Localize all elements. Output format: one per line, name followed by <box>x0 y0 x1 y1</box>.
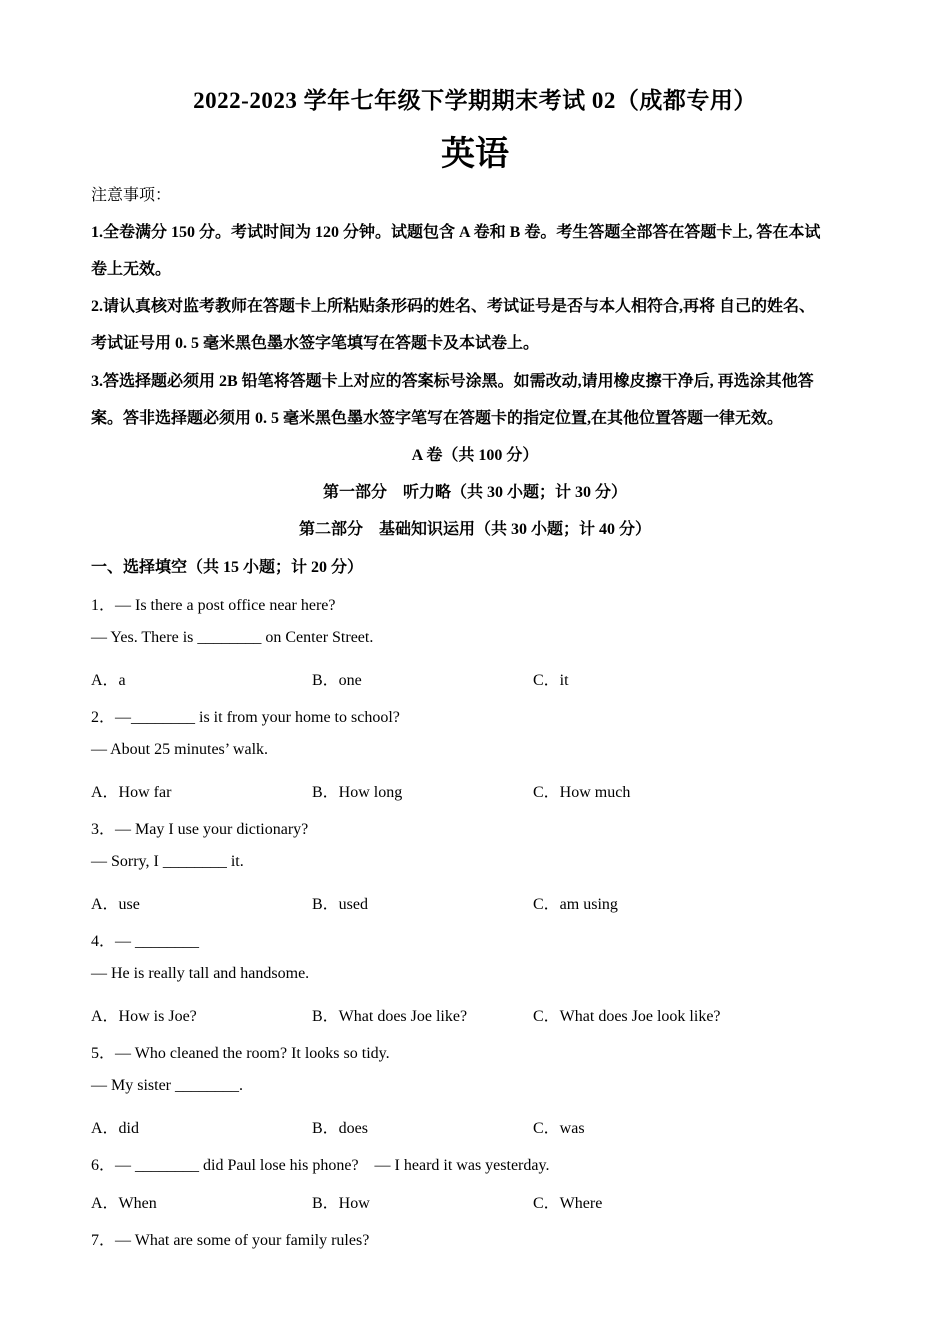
question-3-prompt: 3．— May I use your dictionary? <box>91 821 309 838</box>
question-4-option-a: A．How is Joe? <box>91 1008 197 1025</box>
question-4-option-b: B．What does Joe like? <box>312 1008 468 1025</box>
note-1-line-1: 1.全卷满分 150 分。考试时间为 120 分钟。试题包含 A 卷和 B 卷。考生答题全部答在答题卡上, 答在本试 <box>91 224 821 241</box>
question-2-option-c: C．How much <box>533 784 631 801</box>
question-1-prompt: 1．— Is there a post office near here? <box>91 597 336 614</box>
question-2-prompt: 2．—________ is it from your home to school? <box>91 709 400 726</box>
question-5-answer: — My sister ________. <box>91 1077 243 1094</box>
question-1-answer: — Yes. There is ________ on Center Street. <box>91 629 374 646</box>
question-2-option-b: B．How long <box>312 784 403 801</box>
note-2-line-2: 考试证号用 0. 5 毫米黑色墨水签字笔填写在答题卡及本试卷上。 <box>91 335 540 352</box>
question-6-prompt: 6．— ________ did Paul lose his phone? — I heard it was yesterday. <box>91 1157 550 1174</box>
question-3-option-a: A．use <box>91 896 140 913</box>
question-1-option-c: C．it <box>533 672 569 689</box>
question-4-answer: — He is really tall and handsome. <box>91 965 310 982</box>
note-1-line-2: 卷上无效。 <box>91 261 172 278</box>
question-6-option-a: A．When <box>91 1195 157 1212</box>
question-2-option-a: A．How far <box>91 784 172 801</box>
volume-a-heading: A 卷（共 100 分） <box>411 447 539 464</box>
question-4-option-c: C．What does Joe look like? <box>533 1008 721 1025</box>
question-5-prompt: 5．— Who cleaned the room? It looks so tidy. <box>91 1045 390 1062</box>
question-5-option-b: B．does <box>312 1120 369 1137</box>
subject-title: 英语 <box>441 136 509 173</box>
question-6-option-c: C．Where <box>533 1195 603 1212</box>
question-6-option-b: B．How <box>312 1195 370 1212</box>
question-1-option-a: A．a <box>91 672 126 689</box>
note-3-line-2: 案。答非选择题必须用 0. 5 毫米黑色墨水签字笔写在答题卡的指定位置,在其他位置答题一律无效。 <box>91 410 784 427</box>
question-5-option-a: A．did <box>91 1120 140 1137</box>
part-2-heading: 第二部分 基础知识运用（共 30 小题；计 40 分） <box>298 521 651 538</box>
question-5-option-c: C．was <box>533 1120 585 1137</box>
question-3-answer: — Sorry, I ________ it. <box>91 853 244 870</box>
note-3-line-1: 3.答选择题必须用 2B 铅笔将答题卡上对应的答案标号涂黑。如需改动,请用橡皮擦干净后, 再选涂其他答 <box>91 373 814 390</box>
exam-title: 2022-2023 学年七年级下学期期末考试 02（成都专用） <box>193 88 757 113</box>
section-1-heading: 一、选择填空（共 15 小题；计 20 分） <box>91 559 364 576</box>
question-7-prompt: 7．— What are some of your family rules? <box>91 1232 370 1249</box>
question-3-option-c: C．am using <box>533 896 618 913</box>
question-3-option-b: B．used <box>312 896 369 913</box>
notes-heading: 注意事项： <box>91 187 172 204</box>
part-1-heading: 第一部分 听力略（共 30 小题；计 30 分） <box>322 484 627 501</box>
note-2-line-1: 2.请认真核对监考教师在答题卡上所粘贴条形码的姓名、考试证号是否与本人相符合,再将 自己的姓名、 <box>91 298 816 315</box>
question-4-prompt: 4．— ________ <box>91 933 200 950</box>
question-2-answer: — About 25 minutes’ walk. <box>91 741 269 758</box>
question-1-option-b: B．one <box>312 672 362 689</box>
